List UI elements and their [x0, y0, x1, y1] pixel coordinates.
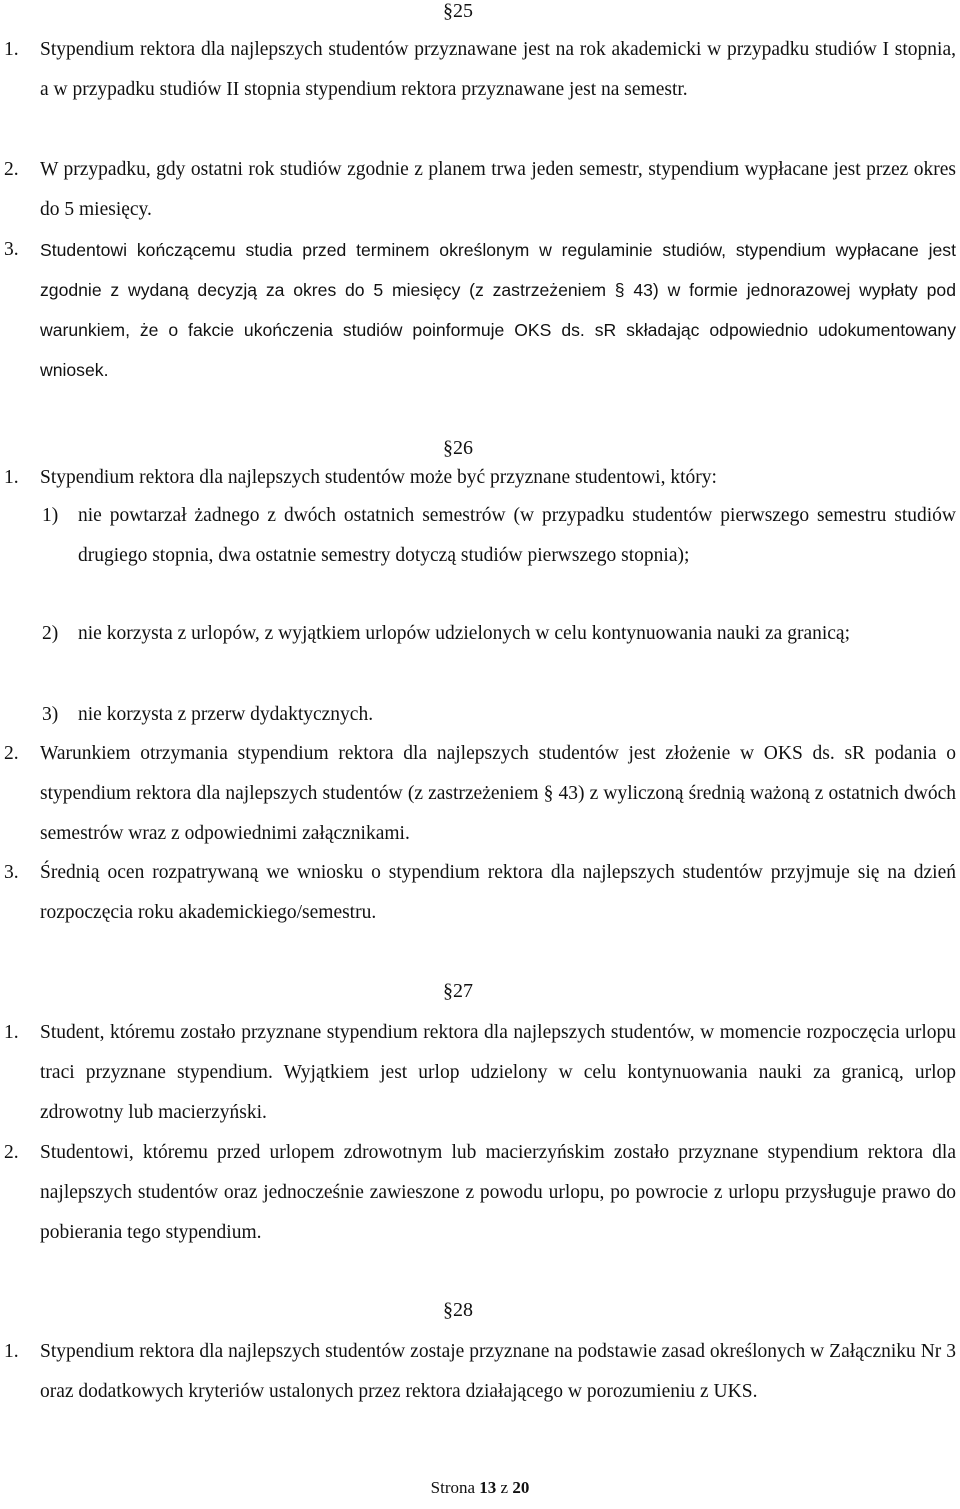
footer-page-number: 13	[479, 1478, 497, 1497]
paragraph-26-1	[4, 458, 956, 498]
paragraph-26-2	[4, 734, 956, 854]
subitem-26-1-3	[42, 695, 956, 735]
subitem-text: nie korzysta z urlopów, z wyjątkiem urlopów udzielonych w celu kontynuowania nauki za granicą;	[78, 623, 850, 644]
subitem-number: 1)	[42, 505, 59, 526]
paragraph-27-1	[4, 1013, 956, 1133]
item-number: 1.	[4, 1022, 19, 1043]
subitem-26-1-1	[42, 496, 956, 576]
paragraph-25-2	[4, 150, 956, 230]
paragraph-25-3	[4, 230, 956, 390]
subitem-number: 3)	[42, 704, 59, 725]
paragraph-28-1	[4, 1332, 956, 1412]
section-heading-26: §26	[443, 437, 473, 459]
item-text: Warunkiem otrzymania stypendium rektora dla najlepszych studentów jest złożenie w OKS ds. sR podania o stypendium rektora dla najlepszych studentów (z zastrzeżeniem § 43) z wyliczoną średnią ważoną z ostatnich dwóch semestrów wraz z odpowiednimi załącznikami.	[40, 743, 956, 844]
item-number: 1.	[4, 467, 19, 488]
page-footer	[0, 1478, 960, 1498]
subitem-text: nie powtarzał żadnego z dwóch ostatnich semestrów (w przypadku studentów pierwszego semestru studiów drugiego stopnia, dwa ostatnie semestry dotyczą studiów pierwszego stopnia);	[78, 505, 956, 566]
paragraph-26-3	[4, 853, 956, 933]
subitem-26-1-2	[42, 614, 956, 654]
item-text: Studentowi, któremu przed urlopem zdrowotnym lub macierzyńskim zostało przyznane stypendium rektora dla najlepszych studentów oraz jednocześnie zawieszone z powodu urlopu, po powrocie z urlopu przysługuje prawo do pobierania tego stypendium.	[40, 1142, 956, 1243]
item-text: Student, któremu zostało przyznane stypendium rektora dla najlepszych studentów, w momencie rozpoczęcia urlopu traci przyznane stypendium. Wyjątkiem jest urlop udzielony w celu kontynuowania nauki za granicą, urlop zdrowotny lub macierzyński.	[40, 1022, 956, 1123]
item-text: W przypadku, gdy ostatni rok studiów zgodnie z planem trwa jeden semestr, stypendium wypłacane jest przez okres do 5 miesięcy.	[40, 159, 956, 220]
item-text: Studentowi kończącemu studia przed terminem określonym w regulaminie studiów, stypendium wypłacane jest zgodnie z wydaną decyzją za okres do 5 miesięcy (z zastrzeżeniem § 43) w formie jednorazowej wypłaty pod warunkiem, że o fakcie ukończenia studiów poinformuje OKS ds. sR składając odpowiednio udokumentowany wniosek.	[40, 240, 956, 380]
subitem-number: 2)	[42, 623, 59, 644]
item-number: 3.	[4, 239, 19, 260]
paragraph-27-2	[4, 1133, 956, 1253]
footer-prefix: Strona	[430, 1478, 476, 1497]
item-number: 2.	[4, 159, 19, 180]
item-number: 1.	[4, 1341, 19, 1362]
item-text: Stypendium rektora dla najlepszych studentów może być przyznane studentowi, który:	[40, 467, 717, 488]
section-heading-28: §28	[443, 1299, 473, 1321]
paragraph-25-1	[4, 30, 956, 110]
item-text: Stypendium rektora dla najlepszych studentów przyznawane jest na rok akademicki w przypadku studiów I stopnia, a w przypadku studiów II stopnia stypendium rektora przyznawane jest na semestr.	[40, 39, 956, 100]
footer-separator: z	[500, 1478, 509, 1497]
section-heading-25: §25	[443, 0, 473, 22]
item-number: 3.	[4, 862, 19, 883]
item-number: 1.	[4, 39, 19, 60]
section-heading-27: §27	[443, 980, 473, 1002]
item-text: Stypendium rektora dla najlepszych studentów zostaje przyznane na podstawie zasad określonych w Załączniku Nr 3 oraz dodatkowych kryteriów ustalonych przez rektora działającego w porozumieniu z UKS.	[40, 1341, 956, 1402]
item-number: 2.	[4, 743, 19, 764]
subitem-text: nie korzysta z przerw dydaktycznych.	[78, 704, 374, 725]
item-text: Średnią ocen rozpatrywaną we wniosku o stypendium rektora dla najlepszych studentów przyjmuje się na dzień rozpoczęcia roku akademickiego/semestru.	[40, 862, 956, 923]
item-number: 2.	[4, 1142, 19, 1163]
footer-total-pages: 20	[512, 1478, 530, 1497]
